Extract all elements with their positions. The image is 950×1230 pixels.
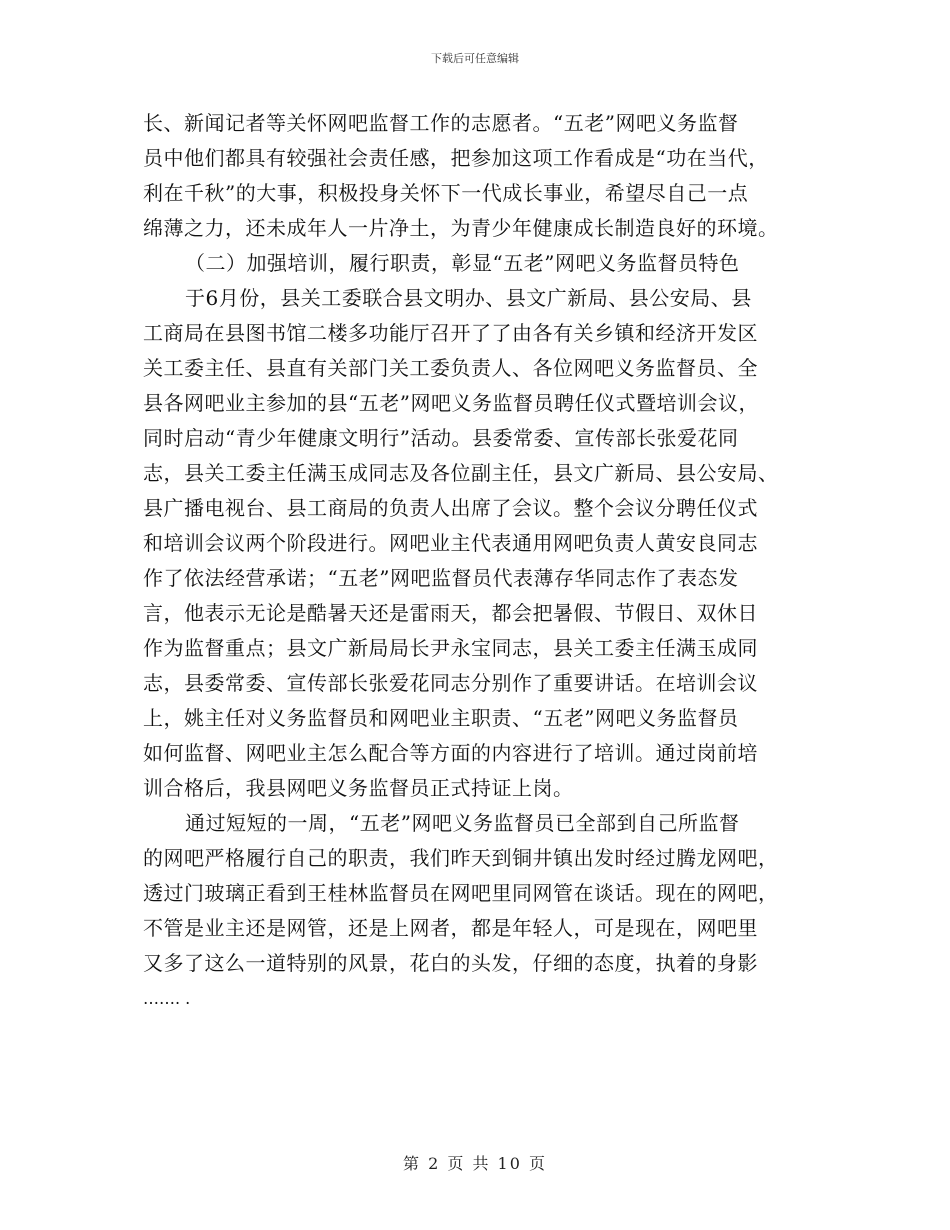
text-line: 作为监督重点；县文广新局局长尹永宝同志，县关工委主任满玉成同: [143, 636, 758, 660]
page-header: 下载后可任意编辑: [431, 52, 519, 65]
text-line: 如何监督、网吧业主怎么配合等方面的内容进行了培训。通过岗前培: [143, 741, 758, 765]
text-line: 又多了这么一道特别的风景，花白的头发，仔细的态度，执着的身影: [143, 951, 758, 975]
text-line: ……. .: [143, 989, 191, 1008]
text-line: 志，县关工委主任满玉成同志及各位副主任，县文广新局、县公安局、: [143, 461, 779, 485]
text-line: 长、新闻记者等关怀网吧监督工作的志愿者。“五老”网吧义务监督: [143, 111, 739, 135]
text-line: 作了依法经营承诺；“五老”网吧监督员代表薄存华同志作了表态发: [143, 566, 739, 590]
text-line: 训合格后，我县网吧义务监督员正式持证上岗。: [143, 776, 574, 800]
text-line: 的网吧严格履行自己的职责，我们昨天到铜井镇出发时经过腾龙网吧，: [143, 846, 779, 870]
text-line: 同时启动“青少年健康文明行”活动。县委常委、宣传部长张爱花同: [143, 426, 739, 450]
text-line: 县广播电视台、县工商局的负责人出席了会议。整个会议分聘任仪式: [143, 496, 758, 520]
text-line: 言，他表示无论是酷暑天还是雷雨天，都会把暑假、节假日、双休日: [143, 601, 758, 625]
text-line: 关工委主任、县直有关部门关工委负责人、各位网吧义务监督员、全: [143, 356, 758, 380]
text-line: 绵薄之力，还未成年人一片净土，为青少年健康成长制造良好的环境。: [143, 216, 779, 240]
text-line: 不管是业主还是网管，还是上网者，都是年轻人，可是现在，网吧里: [143, 916, 758, 940]
section-heading: （二）加强培训，履行职责，彰显“五老”网吧义务监督员特色: [185, 251, 740, 275]
text-line: 上，姚主任对义务监督员和网吧业主职责、“五老”网吧义务监督员: [143, 706, 739, 730]
paragraph-start: 于6月份，县关工委联合县文明办、县文广新局、县公安局、县: [185, 286, 752, 310]
text-line: 和培训会议两个阶段进行。网吧业主代表通用网吧负责人黄安良同志: [143, 531, 758, 555]
text-line: 利在千秋”的大事，积极投身关怀下一代成长事业，希望尽自己一点: [143, 181, 749, 205]
text-line: 志，县委常委、宣传部长张爱花同志分别作了重要讲话。在培训会议: [143, 671, 758, 695]
text-line: 县各网吧业主参加的县“五老”网吧义务监督员聘任仪式暨培训会议，: [143, 391, 759, 415]
text-line: 员中他们都具有较强社会责任感，把参加这项工作看成是“功在当代，: [143, 146, 769, 170]
paragraph-start: 通过短短的一周，“五老”网吧义务监督员已全部到自己所监督: [185, 811, 740, 835]
text-line: 透过门玻璃正看到王桂林监督员在网吧里同网管在谈话。现在的网吧，: [143, 881, 779, 905]
page-number: 第 2 页 共 10 页: [403, 1154, 547, 1173]
document-body: [143, 106, 811, 1016]
text-line: 工商局在县图书馆二楼多功能厅召开了了由各有关乡镇和经济开发区: [143, 321, 758, 345]
